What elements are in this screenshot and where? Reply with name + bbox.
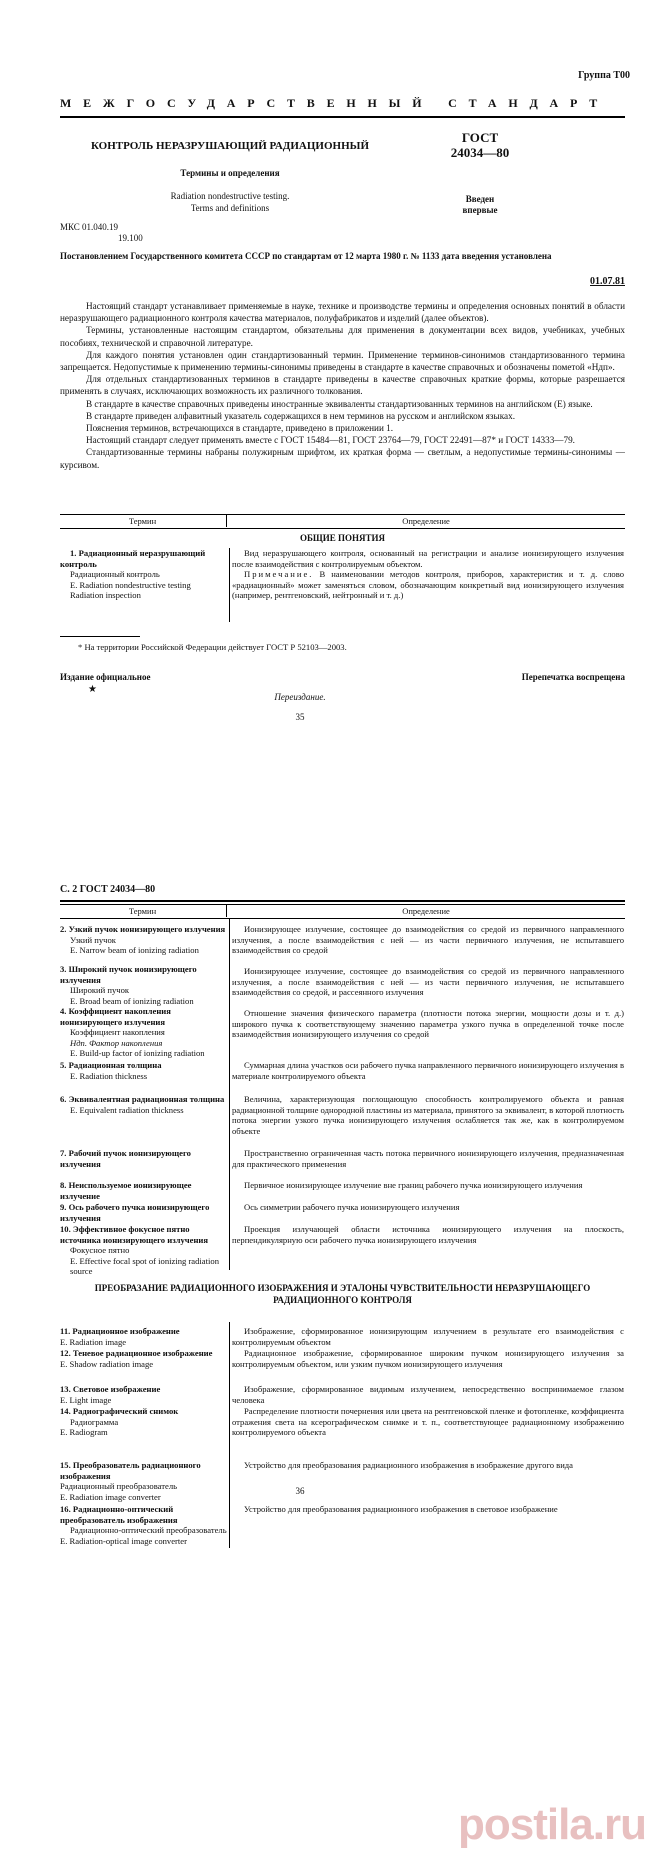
term-line: Радиограмма [70, 1416, 119, 1427]
mks-line-1: МКС 01.040.19 [60, 222, 119, 232]
term-title: 13. Световое изображение [60, 1384, 161, 1394]
page-number: 36 [295, 1486, 305, 1496]
definition-6: Величина, характеризующая поглощающую способность контролируемого объекта и равная радиационной толщине однородной пластины из материала, принятого за эквивалент, в которой плотность потока энергии узкого пучка ионизирующего излучения ослабляется так же, как в контролируемом объекте [232, 1094, 624, 1136]
intro-paragraph: Для каждого понятия установлен один стандартизованный термин. Применение терминов-синонимов стандартизованного термина запрещается. Недопустимые к применению термины-синонимы приведены в стандарте в качестве справочных и обозначены пометой «Ндп». [60, 349, 625, 373]
term-line: E. Shadow radiation image [60, 1358, 154, 1369]
term-line: E. Radiation image converter [60, 1491, 161, 1502]
note-text: В наименовании методов контроля, приборов, характеристик и т. д. слово «радиационный» может заменяться словом, обозначающим конкретный вид ионизирующего излучения (например, рентгеновский, нейтронный и т. д.) [232, 569, 624, 600]
term-entry-11 [60, 1326, 230, 1348]
intro-paragraph: Настоящий стандарт следует применять вместе с ГОСТ 15484—81, ГОСТ 23764—79, ГОСТ 22491—87* и ГОСТ 14333—79. [86, 435, 575, 446]
term-title: 12. Теневое радиационное изображение [60, 1348, 213, 1358]
terms-block-b [60, 1326, 230, 1546]
term-title: 16. Радиационно-оптический преобразователь изображения [60, 1504, 178, 1525]
definition-5: Суммарная длина участков оси рабочего пучка направленного первичного ионизирующего излучения в материале контролируемого объекта [232, 1060, 624, 1081]
term-line: E. Narrow beam of ionizing radiation [70, 945, 199, 955]
term-english-2: Radiation inspection [70, 590, 141, 600]
section-heading-images: ПРЕОБРАЗАНИЕ РАДИАЦИОННОГО ИЗОБРАЖЕНИЯ И ЭТАЛОНЫ ЧУВСТВИТЕЛЬНОСТИ НЕРАЗРУШАЮЩЕГО РАДИАЦИОННОГО КОНТРОЛЯ [94, 1283, 591, 1305]
term-line: Ндп. Фактор накопления [70, 1037, 163, 1048]
term-title: 4. Коэффициент накопления ионизирующего излучения [60, 1006, 171, 1027]
definition-text: Вид неразрушающего контроля, основанный на регистрации и анализе ионизирующего излучения после взаимодействия с контролируемым объектом. [232, 548, 624, 569]
running-head: С. 2 ГОСТ 24034—80 [60, 884, 156, 895]
introduced-line-1: Введен [465, 194, 495, 204]
column-header-definition: Определение [226, 515, 625, 527]
intro-paragraph: Термины, установленные настоящим стандартом, обязательны для применения в документации всех видов, учебниках, учебных пособиях, технической и справочной литературе. [60, 325, 625, 348]
term-line: Узкий пучок [70, 934, 116, 945]
column-divider [229, 1322, 230, 1548]
term-entry-14 [60, 1406, 230, 1460]
header-rule [60, 116, 625, 118]
reissue-note: Переиздание. [274, 692, 326, 702]
page-number: 35 [295, 712, 305, 722]
term-entry-3 [60, 964, 230, 1006]
term-line: Радиационный преобразователь [60, 1481, 178, 1491]
intro-paragraph: Настоящий стандарт устанавливает применяемые в науке, технике и производстве термины и определения основных понятий в области неразрушающего радиационного контроля качества материалов, полуфабрикатов и изделий (далее объектов). [60, 301, 625, 324]
term-short-form: Радиационный контроль [70, 569, 160, 579]
term-line: E. Radiation thickness [70, 1070, 148, 1081]
term-english: E. Radiation nondestructive testing [70, 579, 191, 590]
definition-15: Устройство для преобразования радиационного изображения в изображение другого вида [244, 1460, 573, 1470]
term-title: 9. Ось рабочего пучка ионизирующего излучения [60, 1202, 210, 1223]
term-line: Фокусное пятно [70, 1245, 130, 1255]
term-line: E. Broad beam of ionizing radiation [70, 995, 194, 1006]
note-label: Примечание. [244, 569, 314, 579]
standard-subtitle: Термины и определения [180, 168, 280, 178]
terms-block-a [60, 924, 230, 1277]
column-header-term: Термин [128, 906, 157, 916]
gost-number: 24034—80 [450, 145, 510, 160]
definitions-block-a [232, 924, 624, 1245]
star-mark: ★ [88, 684, 97, 695]
reprint-prohibited: Перепечатка воспрещена [521, 672, 625, 682]
definition-4: Отношение значения физического параметра (плотности потока энергии, мощности дозы и т. д.) широкого пучка к соответствующему значению параметра узкого пучка в определенной точке после взаимодействия ионизирующего излучения со средой [232, 1008, 624, 1039]
term-line: E. Radiation image [60, 1336, 127, 1347]
watermark-logo: postila.ru [457, 1800, 646, 1849]
term-entry [60, 548, 230, 601]
introduction-date: 01.07.81 [590, 276, 625, 287]
term-entry-2 [60, 924, 230, 964]
page-35 [0, 0, 660, 860]
definition-3: Ионизирующее излучение, состоящее до взаимодействия со средой из первичного направленного излучения, а после взаимодействия с ней — из части первичного излучения, не испытавшего взаимодействия со средой, и рассеянного излучения [232, 966, 624, 997]
page-36 [0, 870, 660, 1868]
definition-13: Изображение, сформированное видимым излучением, непосредственно воспринимаемое глазом человека [232, 1384, 624, 1405]
term-entry-7 [60, 1148, 230, 1180]
term-entry-12 [60, 1348, 230, 1384]
term-entry-15 [60, 1460, 230, 1504]
term-entry-5 [60, 1060, 230, 1094]
definition-10: Проекция излучающей области источника ионизирующего излучения на плоскость, перпендикулярную оси рабочего пучка ионизирующего излучения [232, 1224, 624, 1245]
column-header-definition: Определение [226, 905, 625, 917]
definition-2: Ионизирующее излучение, состоящее до взаимодействия со средой из первичного направленного излучения, а после взаимодействия с ней — из части первичного излучения, не испытавшего взаимодействия со средой [232, 924, 624, 955]
term-line: E. Radiogram [60, 1427, 108, 1437]
footnote-rule [60, 636, 140, 637]
intro-paragraph: В стандарте приведен алфавитный указатель содержащихся в нем терминов на русском и английском языках. [86, 410, 516, 421]
term-line: E. Equivalent radiation thickness [70, 1104, 184, 1115]
term-title: 1. Радиационный неразрушающий контроль [60, 548, 206, 569]
column-header-term: Термин [128, 516, 157, 526]
intro-paragraph: Стандартизованные термины набраны полужирным шрифтом, их краткая форма — светлым, а недопустимые термины-синонимы — курсивом. [60, 447, 625, 470]
term-entry-9 [60, 1202, 230, 1224]
term-line: Радиационно-оптический преобразователь [70, 1525, 227, 1535]
official-edition: Издание официальное [60, 672, 151, 682]
gost-label: ГОСТ [461, 130, 499, 145]
mks-line-2: 19.100 [118, 233, 143, 243]
definition-9: Ось симметрии рабочего пучка ионизирующего излучения [244, 1202, 460, 1212]
term-title: 6. Эквивалентная радиационная толщина [60, 1094, 225, 1104]
decree-text: Постановлением Государственного комитета СССР по стандартам от 12 марта 1980 г. № 1133 дата введения установлена [60, 251, 552, 261]
term-entry-16 [60, 1504, 230, 1546]
definition-11: Изображение, сформированное ионизирующим излучением в результате его взаимодействия с контролируемым объектом [232, 1326, 624, 1347]
column-divider [229, 918, 230, 1270]
mks-code [60, 222, 143, 244]
term-title: 14. Радиографический снимок [60, 1406, 179, 1416]
english-title [60, 190, 400, 214]
table-header [60, 514, 625, 529]
intro-paragraph: Для отдельных стандартизованных терминов в стандарте приведены в качестве справочных краткие формы, которые разрешается применять в случаях, исключающих возможность их различного толкования. [60, 374, 625, 397]
intro-paragraph: В стандарте в качестве справочных приведены иностранные эквиваленты стандартизованных терминов на английском (Е) языке. [86, 398, 593, 409]
introduction [60, 300, 625, 471]
definition-16: Устройство для преобразования радиационного изображения в световое изображение [244, 1504, 558, 1514]
introduced-line-2: впервые [462, 205, 498, 215]
term-title: 15. Преобразователь радиационного изображения [60, 1460, 201, 1481]
term-entry-10 [60, 1224, 230, 1277]
term-entry-6 [60, 1094, 230, 1148]
term-line: E. Light image [60, 1394, 112, 1405]
term-title: 5. Радиационная толщина [60, 1060, 162, 1070]
definition-14: Распределение плотности почернения или цвета на рентгеновской пленке и фотопленке, коэффициента отражения света на ксерографическом снимке и т. п., соответствующее радиационному изображению контролируемого объекта [232, 1406, 624, 1437]
term-title: 2. Узкий пучок ионизирующего излучения [60, 924, 226, 934]
interstate-standard-heading: МЕЖГОСУДАРСТВЕННЫЙ СТАНДАРТ [60, 96, 610, 110]
table-header [60, 904, 625, 919]
term-title: 11. Радиационное изображение [60, 1326, 180, 1336]
term-definition [232, 548, 624, 601]
definition-7: Пространственно ограниченная часть потока первичного ионизирующего излучения, предназначенная для практического применения [232, 1148, 624, 1169]
intro-paragraph: Пояснения терминов, встречающихся в стандарте, приведено в приложении 1. [86, 423, 394, 434]
term-title: 3. Широкий пучок ионизирующего излучения [60, 964, 197, 985]
gost-designation [430, 130, 530, 160]
term-line: E. Build-up factor of ionizing radiation [70, 1048, 205, 1058]
term-title: 8. Неиспользуемое ионизирующее излучение [60, 1180, 192, 1201]
section-heading-general: ОБЩИЕ ПОНЯТИЯ [299, 533, 386, 543]
definition-8: Первичное ионизирующее излучение вне границ рабочего пучка ионизирующего излучения [244, 1180, 583, 1190]
term-line: E. Effective focal spot of ionizing radiation source [70, 1255, 219, 1276]
introduced-note [430, 194, 530, 216]
column-divider [229, 548, 230, 622]
term-entry-8 [60, 1180, 230, 1202]
english-title-line-1: Radiation nondestructive testing. [170, 191, 290, 201]
running-head-rule [60, 900, 625, 902]
term-line: Коэффициент накопления [70, 1027, 165, 1037]
term-title: 10. Эффективное фокусное пятно источника ионизирующего излучения [60, 1224, 208, 1245]
footnote: * На территории Российской Федерации действует ГОСТ Р 52103—2003. [78, 642, 347, 652]
definition-note [232, 569, 624, 601]
term-line: Широкий пучок [70, 985, 130, 995]
term-entry-4 [60, 1006, 230, 1060]
term-entry-13 [60, 1384, 230, 1406]
group-code: Группа Т00 [578, 70, 630, 81]
english-title-line-2: Terms and definitions [190, 203, 270, 213]
term-title: 7. Рабочий пучок ионизирующего излучения [60, 1148, 191, 1169]
definition-12: Радиационное изображение, сформированное широким пучком ионизирующего излучения за контролируемым объектом, или узким пучком ионизирующего излучения [232, 1348, 624, 1369]
standard-title: КОНТРОЛЬ НЕРАЗРУШАЮЩИЙ РАДИАЦИОННЫЙ [90, 140, 370, 152]
term-line: E. Radiation-optical image converter [60, 1535, 187, 1546]
